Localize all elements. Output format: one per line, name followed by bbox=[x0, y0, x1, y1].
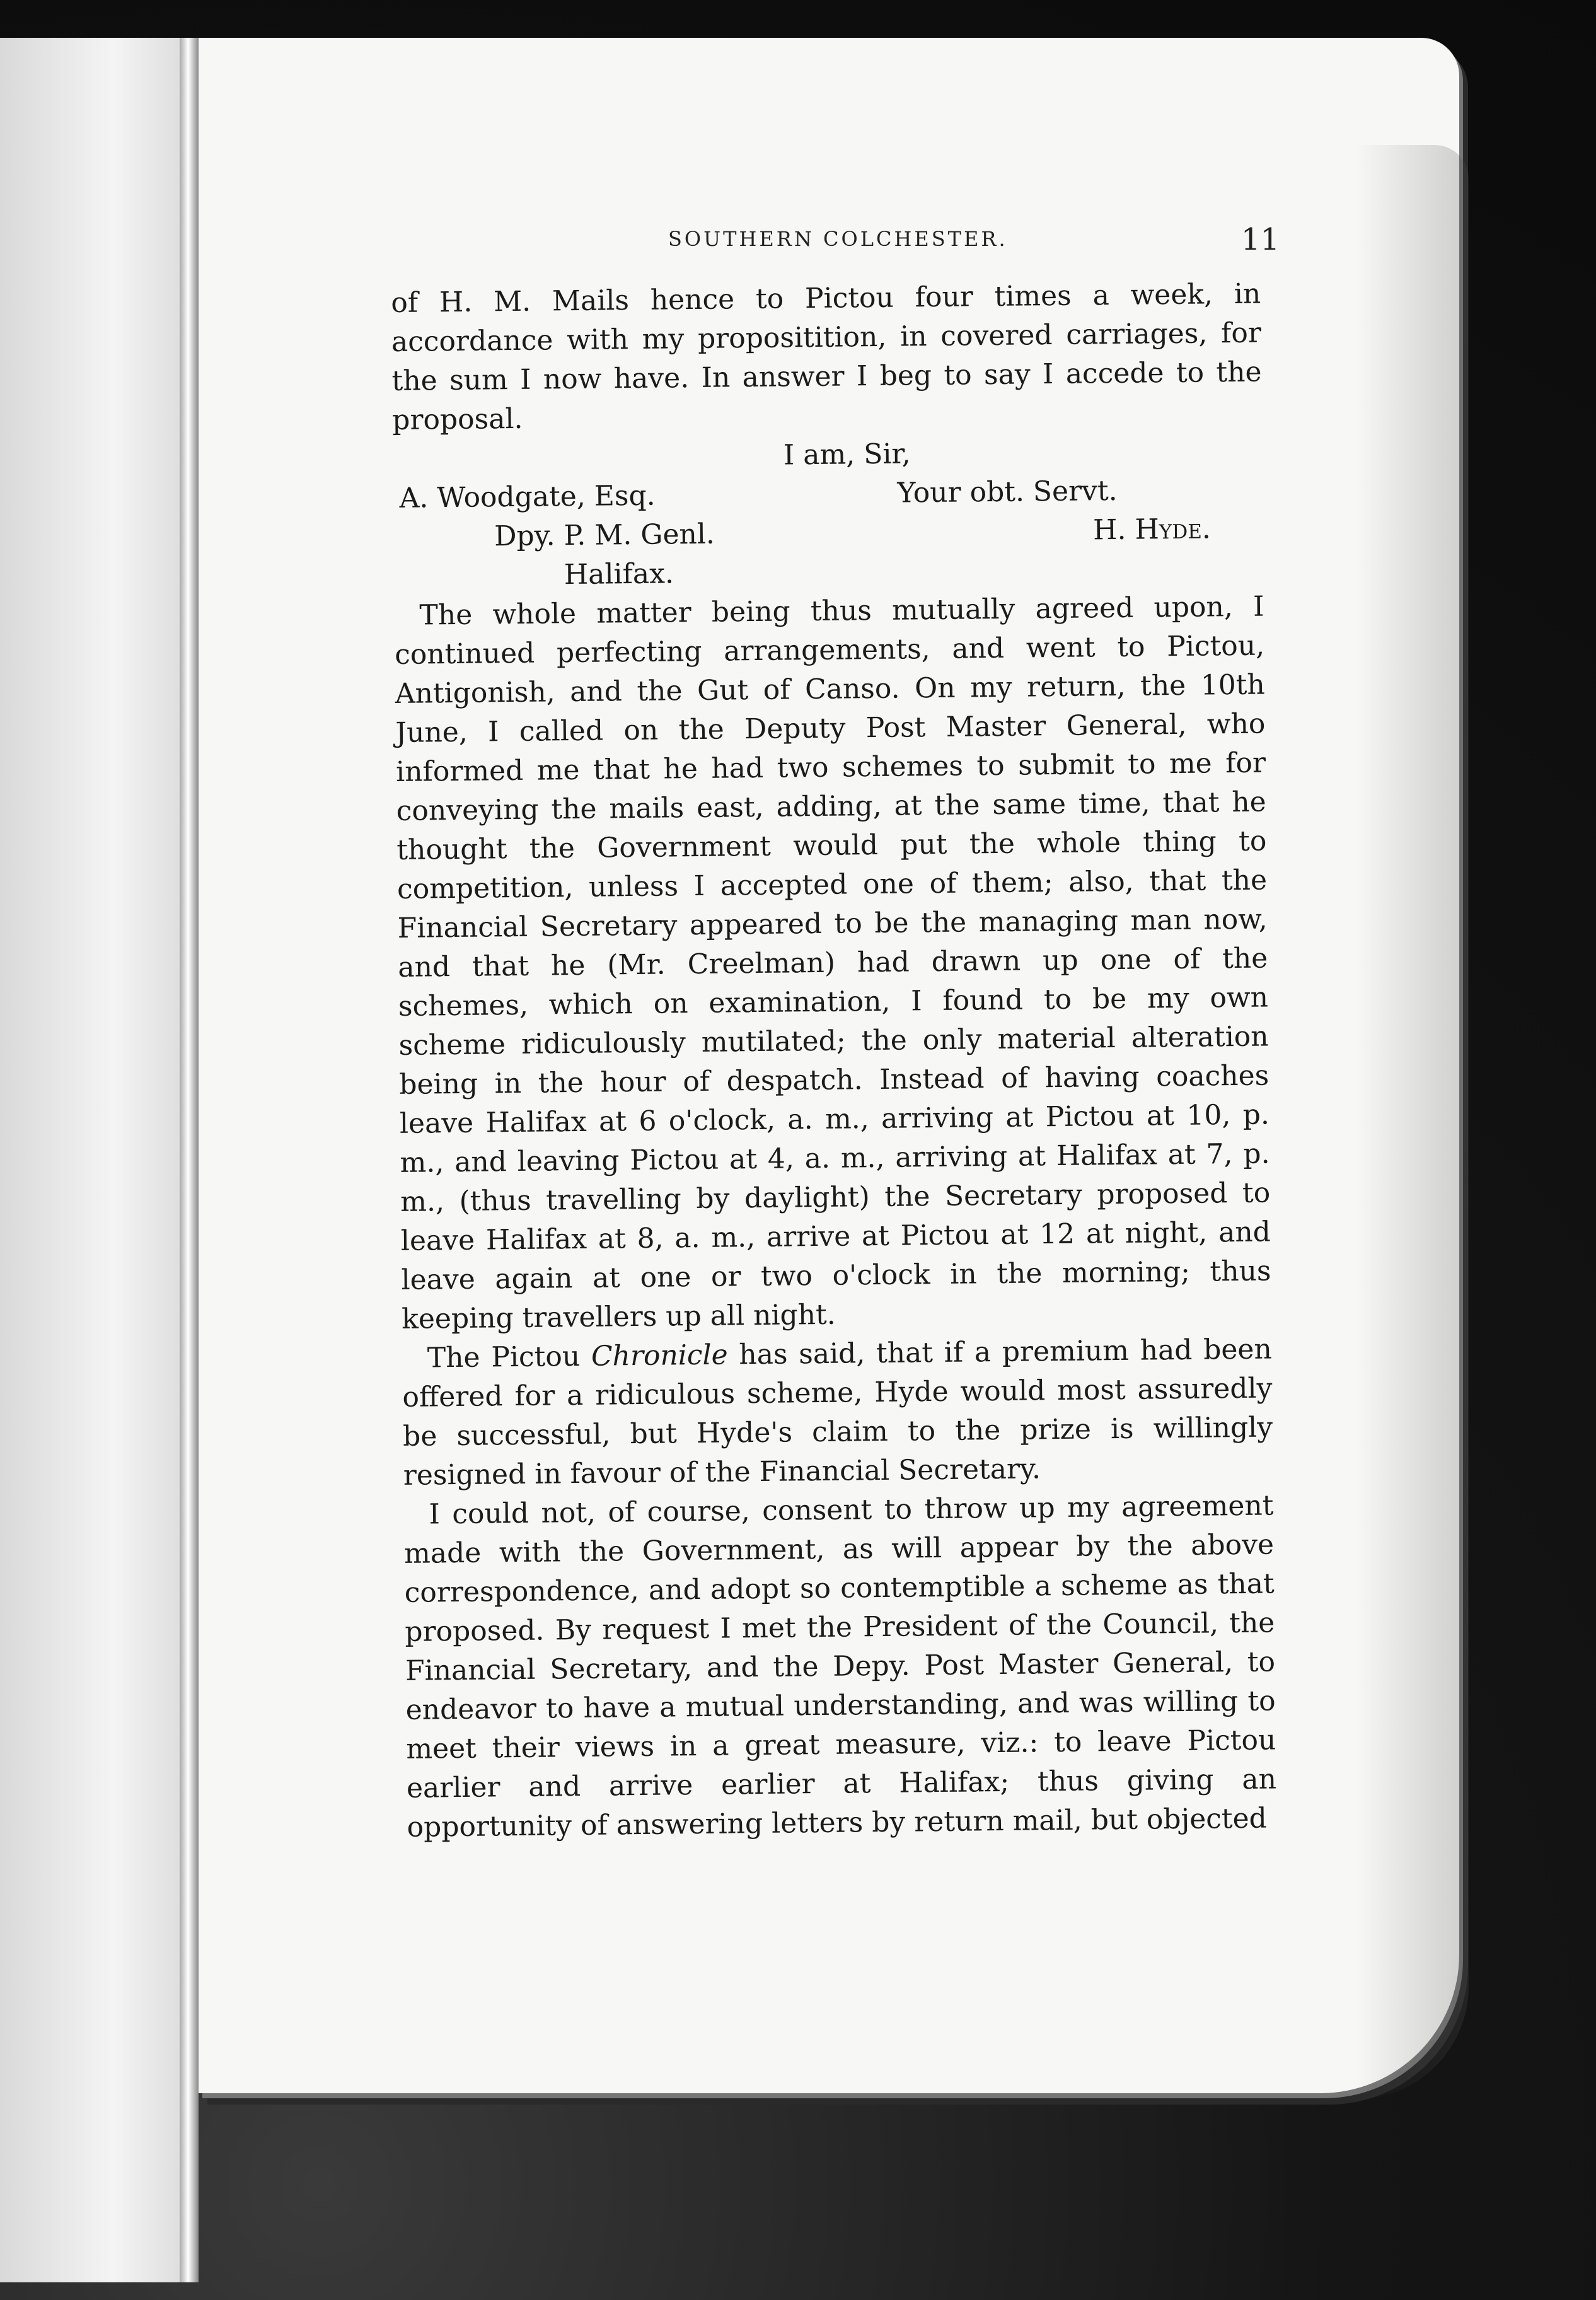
letter-servant-line: Your obt. Servt. bbox=[897, 474, 1118, 509]
paragraph-1: The whole matter being thus mutually agreed upon, I continued perfecting arrangements, and went to Pictou, Antigonish, and the Gut of Canso. On my return, the 10th June, I called on the Deputy Post Master General, who informed me that he had two schemes to submit to me for conveying the mails east, adding, at the same time, that he thought the Government would put the whole thing to competition, unless I accepted one of them; also, that the Financial Secretary appeared to be the managing man now, and that he (Mr. Creelman) had drawn up one of the schemes, which on examination, I found to be my own scheme ridiculously mutilated; the only material alteration being in the hour of despatch. Instead of having coaches leave Halifax at 6 o'clock, a. m., arriving at Pictou at 10, p. m., and leaving Pictou at 4, a. m., arriving at Halifax at 7, p. m., (thus travelling by daylight) the Secretary proposed to leave Halifax at 8, a. m., arrive at Pictou at 12 at night, and leave again at one or two o'clock in the morning; thus keeping travellers up all night. bbox=[394, 590, 1271, 1335]
letter-signer: H. Hyde. bbox=[1092, 513, 1211, 547]
letter-addressee: A. Woodgate, Esq. bbox=[399, 479, 656, 514]
letter-opening: of H. M. Mails hence to Pictou four times a week, in accordance with my propositition, in covered carriages, for the sum I now have. In answer I beg to say I accede to the proposal. bbox=[391, 277, 1262, 436]
paragraph-2-rest: has said, that if a premium had been offered for a ridiculous scheme, Hyde would most assuredly be successful, but Hyde's claim to the prize is willingly resigned in favour of the Financial Secretary. bbox=[402, 1333, 1273, 1492]
running-title: SOUTHERN COLCHESTER. bbox=[668, 227, 1008, 251]
letter-signature-block bbox=[393, 431, 1264, 596]
facing-page bbox=[0, 38, 191, 2282]
page-text bbox=[391, 275, 1277, 1847]
paragraph-3: I could not, of course, consent to throw up my agreement made with the Government, as will appear by the above correspondence, and adopt so contemptible a scheme as that proposed. By request I met the President of the Council, the Financial Secretary, and the Depy. Post Master General, to endeavor to have a mutual understanding, and was willing to meet their views in a great measure, viz.: to leave Pictou earlier and arrive earlier at Halifax; thus giving an opportunity of answering letters by return mail, but objected bbox=[403, 1489, 1277, 1844]
newspaper-title: Chronicle bbox=[591, 1339, 728, 1373]
page-number: 11 bbox=[1240, 222, 1280, 257]
paragraph-2-start: The Pictou bbox=[427, 1340, 592, 1374]
paragraph-2 bbox=[402, 1330, 1274, 1495]
letter-addressee-title: Dpy. P. M. Genl. bbox=[494, 518, 715, 553]
running-head bbox=[397, 222, 1280, 265]
book-spine bbox=[180, 38, 199, 2282]
letter-closing: I am, Sir, bbox=[783, 438, 911, 472]
letter-addressee-place: Halifax. bbox=[564, 557, 674, 591]
